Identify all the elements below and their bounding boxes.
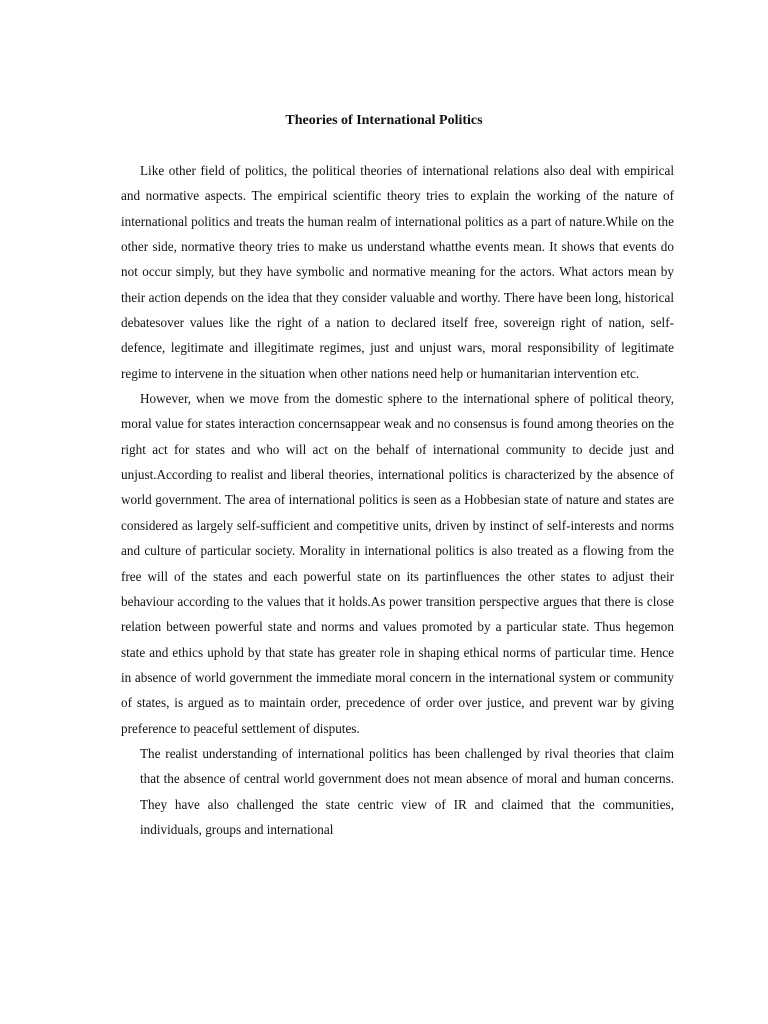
paragraph-1: Like other field of politics, the political theories of international relations also deal with empirical and normative aspects. The empirical scientific theory tries to explain the working of the nature of international politics and treats the human realm of international politics as a part of nature.While on the other side, normative theory tries to make us understand whatthe events mean. It shows that events do not occur simply, but they have symbolic and normative meaning for the actors. What actors mean by their action depends on the idea that they consider valuable and worthy. There have been long, historical debatesover values like the right of a nation to declared itself free, sovereign right of nation, self-defence, legitimate and illegitimate regimes, just and unjust wars, moral responsibility of legitimate regime to intervene in the situation when other nations need help or humanitarian intervention etc. <box>121 163 674 381</box>
document-title: Theories of International Politics <box>285 113 483 128</box>
paragraph-2: However, when we move from the domestic sphere to the international sphere of political theory, moral value for states interaction concernsappear weak and no consensus is found among theories on the right act for states and who will act on the behalf of international community to decide just and unjust.According to realist and liberal theories, international politics is characterized by the absence of world government. The area of international politics is seen as a Hobbesian state of nature and states are considered as largely self-sufficient and competitive units, driven by instinct of self-interests and norms and culture of particular society. Morality in international politics is also treated as a flowing from the free will of the states and each powerful state on its partinfluences the other states to adjust their behaviour according to the values that it holds.As power transition perspective argues that there is close relation between powerful state and norms and values promoted by a particular state. Thus hegemon state and ethics uphold by that state has greater role in shaping ethical norms of particular time. Hence in absence of world government the immediate moral concern in the international system or community of states, is argued as to maintain order, precedence of order over justice, and prevent war by giving preference to peaceful settlement of disputes. <box>121 391 674 736</box>
document-body <box>121 158 674 842</box>
paragraph-3: The realist understanding of international politics has been challenged by rival theories that claim that the absence of central world government does not mean absence of moral and human concerns. They have also challenged the state centric view of IR and claimed that the communities, individuals, groups and international <box>140 745 674 837</box>
